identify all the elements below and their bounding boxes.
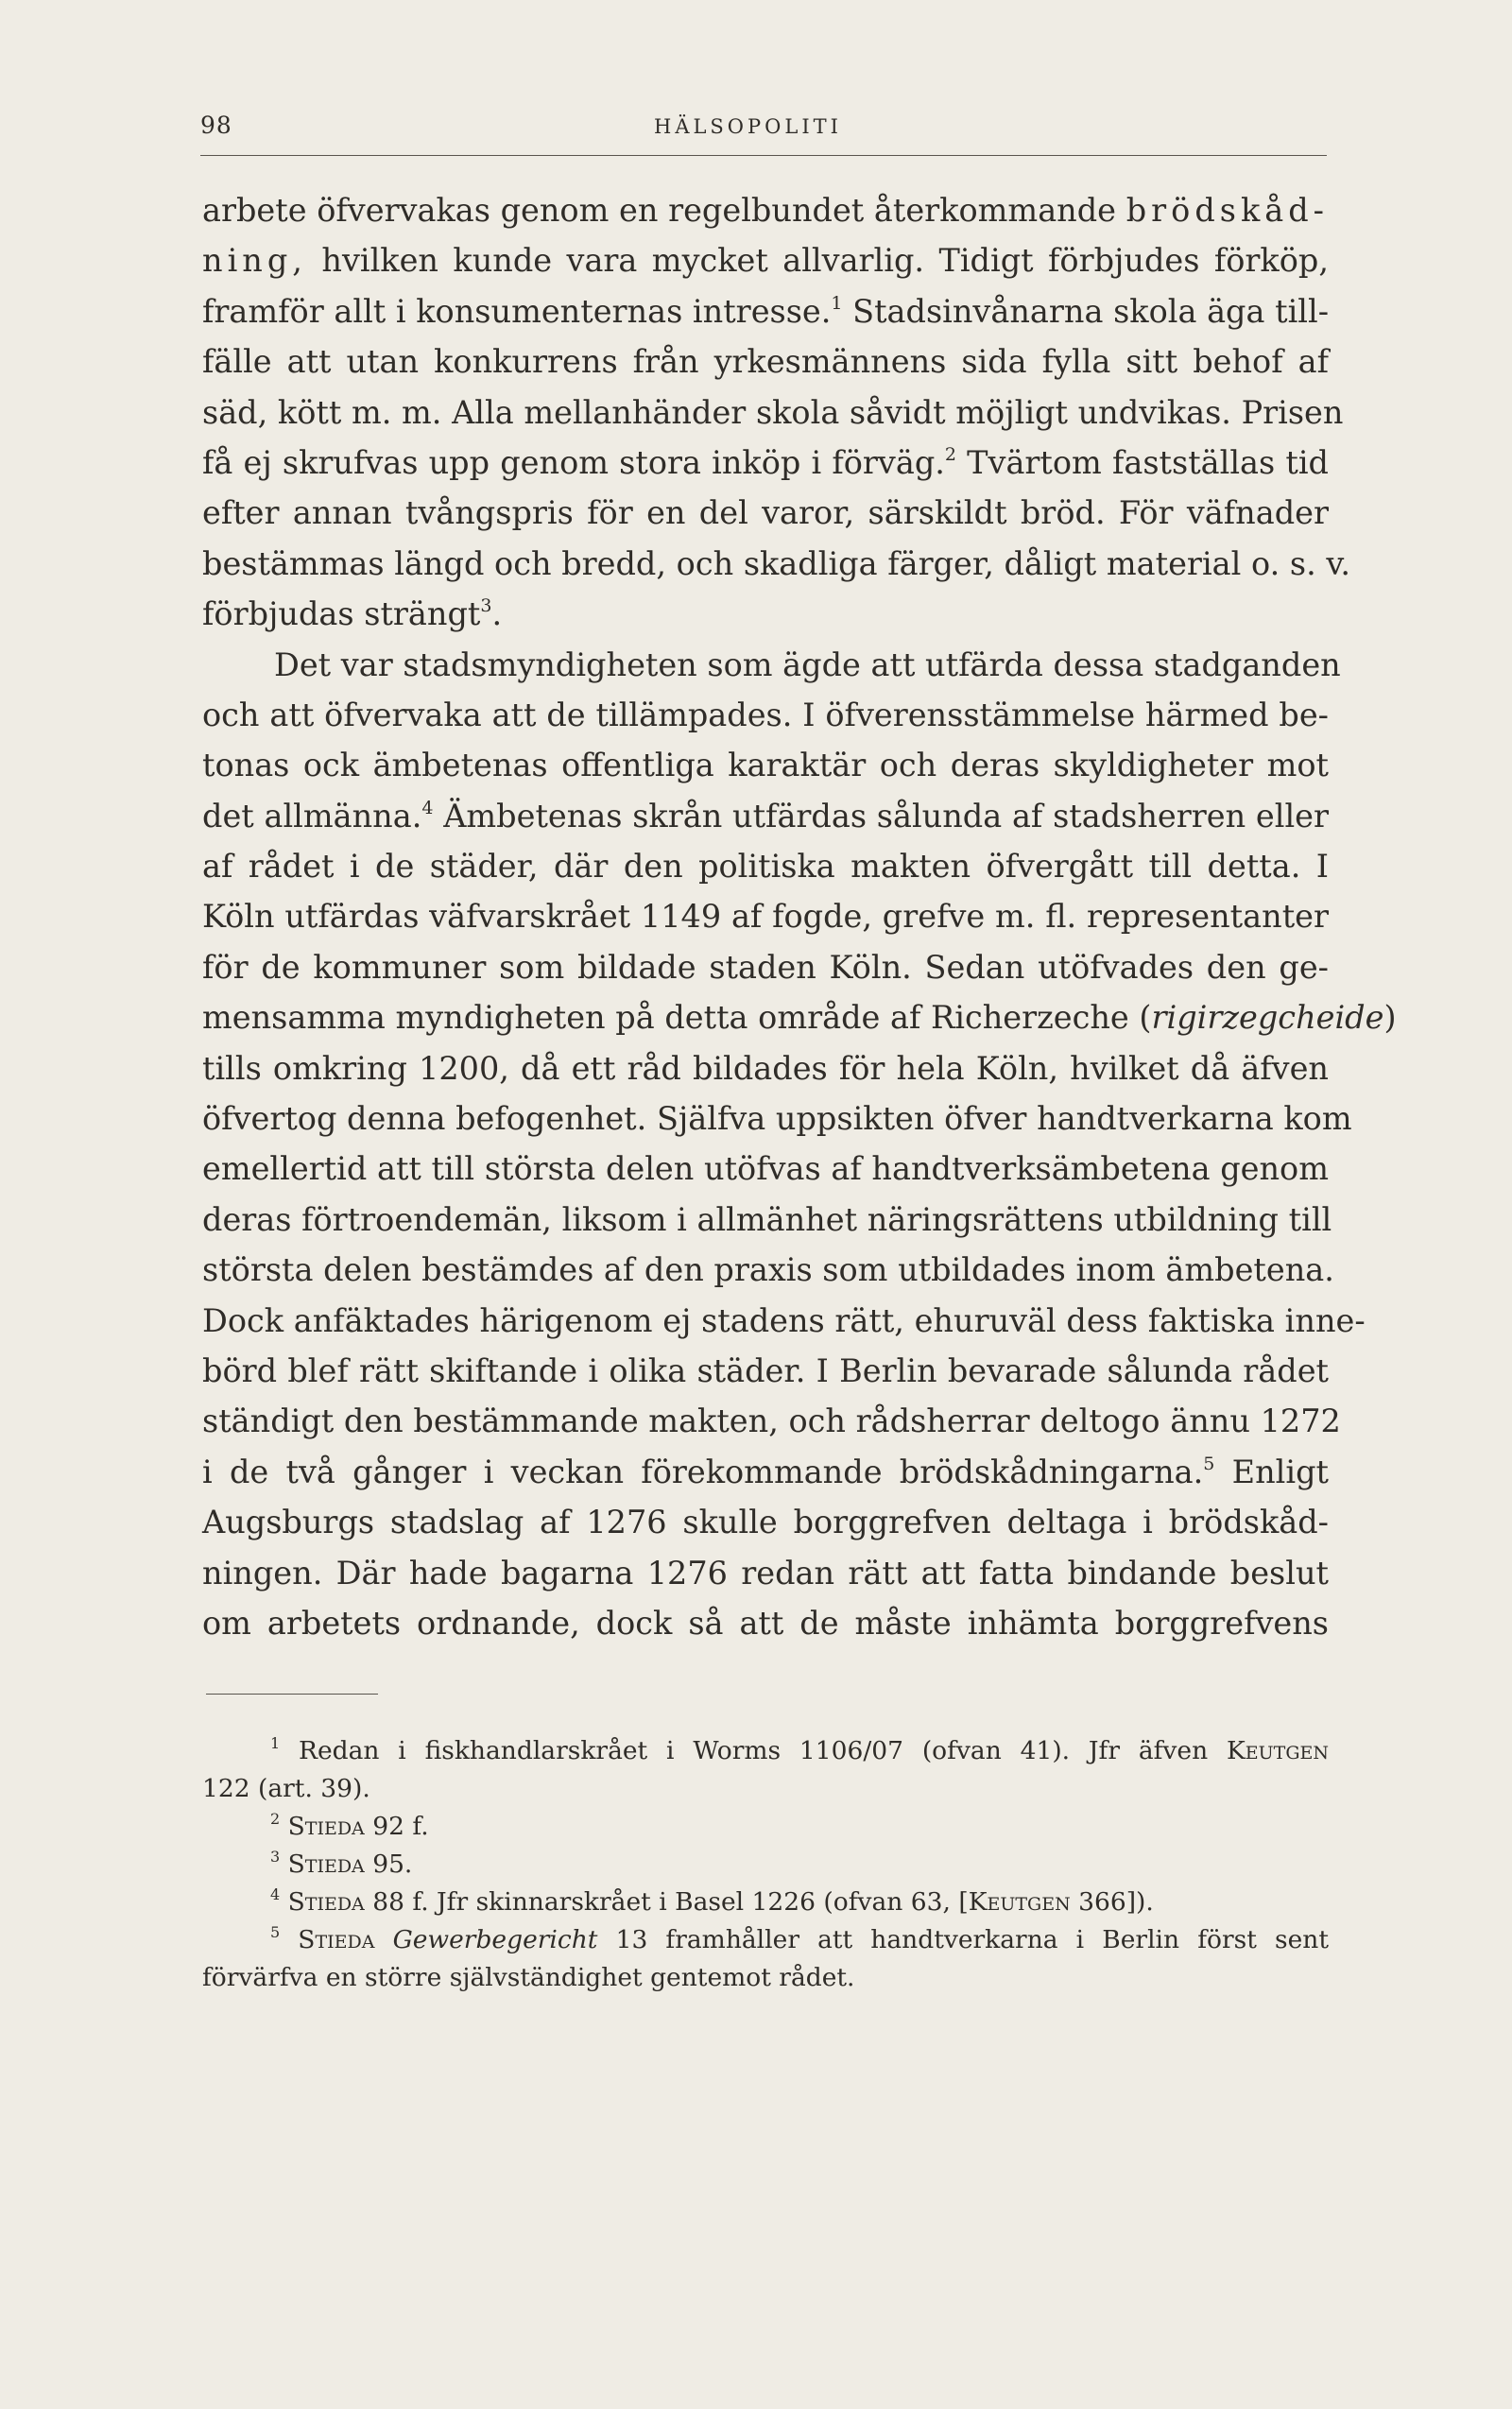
text-line: och att öfvervaka att de tillämpades. I öfverensstämmelse härmed be- bbox=[202, 696, 1329, 733]
footnote-ref: 5 bbox=[1203, 1453, 1215, 1474]
text-line: säd, kött m. m. Alla mellanhänder skola såvidt möjligt undvikas. Prisen bbox=[202, 393, 1344, 431]
text-line: Dock anfäktades härigenom ej stadens rätt, ehuruväl dess faktiska inne- bbox=[202, 1301, 1366, 1339]
text-line: öfvertog denna befogenhet. Själfva uppsikten öfver handtverkarna kom bbox=[202, 1100, 1352, 1138]
text-line: emellertid att till största delen utöfvas af handtverksämbetena genom bbox=[202, 1150, 1329, 1188]
text-line: bestämmas längd och bredd, och skadliga färger, dåligt material o. s. v. bbox=[202, 544, 1350, 582]
text-line: Augsburgs stadslag af 1276 skulle borggrefven deltaga i brödskåd- bbox=[202, 1504, 1329, 1541]
main-text bbox=[202, 185, 1397, 1648]
text-line: det allmänna.$^4$ Ämbetenas skrån utfärdas sålunda af stadsherren eller bbox=[202, 797, 1329, 835]
text-line: af rådet i de städer, där den politiska makten öfvergått till detta. I bbox=[202, 848, 1329, 886]
text-line: ningen. Där hade bagarna 1276 redan rätt att fatta bindande beslut bbox=[202, 1554, 1329, 1592]
footnote-3: $^3$ Stieda 95. bbox=[270, 1848, 413, 1879]
footnote-1-cont: 122 (art. 39). bbox=[202, 1774, 370, 1803]
text-line: tonas ock ämbetenas offentliga karaktär och deras skyldigheter mot bbox=[202, 747, 1329, 784]
footnote-rule bbox=[206, 1694, 378, 1695]
text-line: efter annan tvångspris för en del varor, särskildt bröd. För väfnader bbox=[202, 494, 1329, 532]
footnote-ref: 4 bbox=[421, 797, 434, 818]
footnotes bbox=[202, 1732, 1329, 1997]
footnote-5: $^5$ Stieda Gewerbegericht 13 framhåller att handtverkarna i Berlin först sent bbox=[270, 1923, 1329, 1954]
footnote-5-cont: förvärfva en större självständighet gentemot rådet. bbox=[202, 1963, 855, 1992]
text-line: största delen bestämdes af den praxis som utbildades inom ämbetena. bbox=[202, 1251, 1334, 1289]
text-line: för de kommuner som bildade staden Köln. Sedan utöfvades den ge- bbox=[202, 948, 1329, 986]
text-line: ning, hvilken kunde vara mycket allvarlig. Tidigt förbjudes förköp, bbox=[202, 242, 1329, 280]
text-line: förbjudas strängt$^3$. bbox=[202, 595, 503, 633]
text-line: mensamma myndigheten på detta område af Richerzeche (rigirzegcheide) bbox=[202, 999, 1397, 1037]
footnote-ref: 3 bbox=[480, 595, 492, 617]
text-line: om arbetets ordnande, dock så att de måste inhämta borggrefvens bbox=[202, 1604, 1329, 1642]
text-line: börd blef rätt skiftande i olika städer. I Berlin bevarade sålunda rådet bbox=[202, 1351, 1329, 1389]
running-head: HÄLSOPOLITI bbox=[654, 115, 842, 138]
text-line: framför allt i konsumenternas intresse.$^1$ Stadsinvånarna skola äga till- bbox=[202, 292, 1330, 330]
footnote-4: $^4$ Stieda 88 f. Jfr skinnarskrået i Basel 1226 (ofvan 63, [Keutgen 366]). bbox=[270, 1885, 1154, 1917]
footnote-2: $^2$ Stieda 92 f. bbox=[270, 1810, 429, 1841]
text-line: Det var stadsmyndigheten som ägde att utfärda dessa stadganden bbox=[274, 645, 1341, 683]
header-rule bbox=[200, 155, 1327, 156]
page-number: 98 bbox=[200, 112, 232, 139]
text-line: få ej skrufvas upp genom stora inköp i förväg.$^2$ Tvärtom fastställas tid bbox=[202, 443, 1329, 481]
footnote-ref: 2 bbox=[944, 443, 957, 465]
footnote-1: $^1$ Redan i fiskhandlarskrået i Worms 1106/07 (ofvan 41). Jfr äfven Keutgen bbox=[270, 1734, 1329, 1765]
text-line: deras förtroendemän, liksom i allmänhet näringsrättens utbildning till bbox=[202, 1200, 1332, 1238]
text-line: tills omkring 1200, då ett råd bildades för hela Köln, hvilket då äfven bbox=[202, 1049, 1329, 1087]
page-header bbox=[200, 106, 1327, 147]
text-line: ständigt den bestämmande makten, och rådsherrar deltogo ännu 1272 bbox=[202, 1402, 1341, 1440]
text-line: Köln utfärdas väfvarskrået 1149 af fogde, grefve m. fl. representanter bbox=[202, 898, 1329, 936]
footnote-ref: 1 bbox=[831, 292, 843, 314]
text-line: i de två gånger i veckan förekommande brödskådningarna.$^5$ Enligt bbox=[202, 1453, 1330, 1490]
text-line: arbete öfvervakas genom en regelbundet återkommande brödskåd- bbox=[202, 192, 1329, 229]
italic-term: rigirzegcheide bbox=[1151, 999, 1384, 1037]
text-line: fälle att utan konkurrens från yrkesmännens sida fylla sitt behof af bbox=[202, 343, 1329, 381]
